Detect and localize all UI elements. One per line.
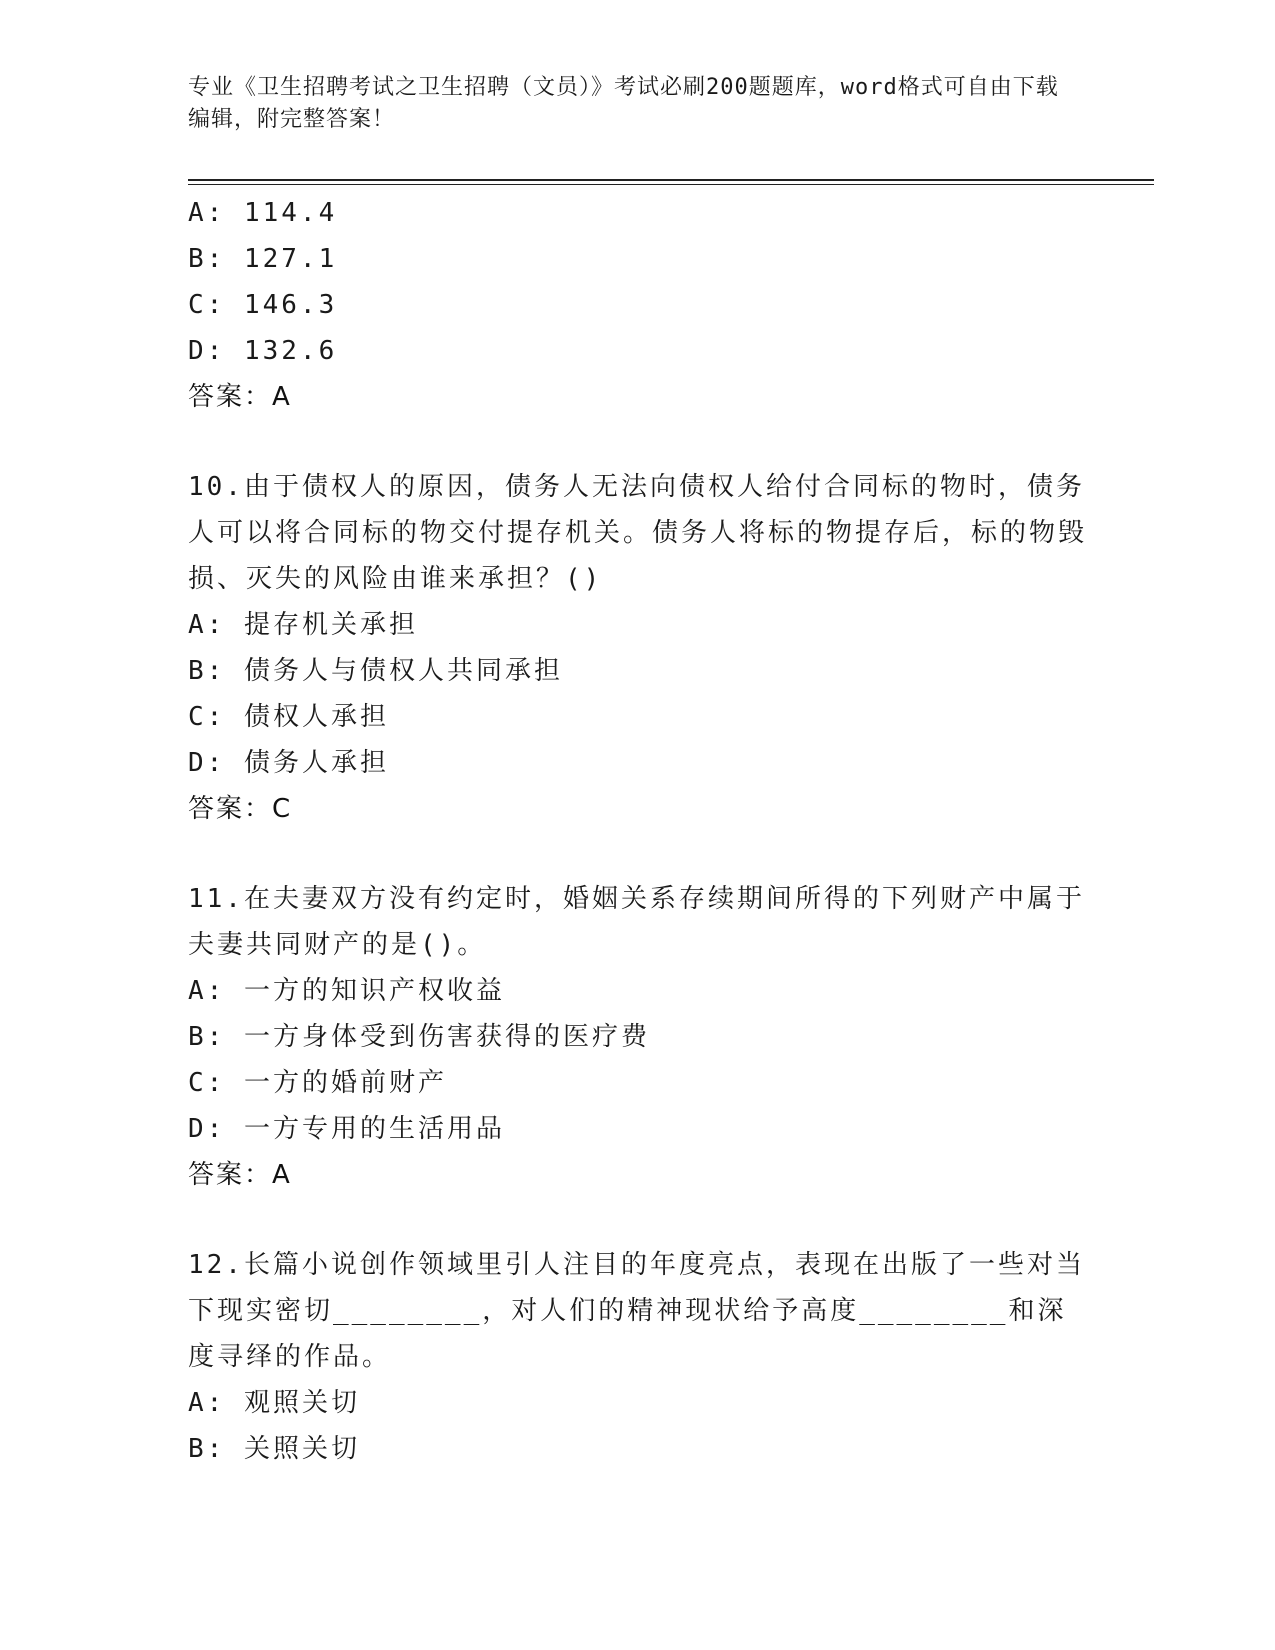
document-body	[188, 190, 1088, 1472]
spacer	[188, 420, 1088, 464]
header-divider	[188, 179, 1154, 181]
option-b: B: 关照关切	[188, 1434, 360, 1464]
spacer	[188, 1198, 1088, 1242]
answer-text: 答案：C	[188, 794, 293, 824]
answer-text: 答案：A	[188, 1160, 292, 1190]
question-11	[188, 876, 1088, 1198]
option-d: D: 132.6	[188, 336, 338, 366]
header-divider-thin	[188, 184, 1154, 185]
option-d: D: 一方专用的生活用品	[188, 1114, 505, 1144]
question-text: 11.在夫妻双方没有约定时，婚姻关系存续期间所得的下列财产中属于夫妻共同财产的是()。	[188, 884, 1085, 960]
question-9	[188, 190, 1088, 420]
option-c: C: 146.3	[188, 290, 338, 320]
question-text: 10.由于债权人的原因，债务人无法向债权人给付合同标的物时，债务人可以将合同标的物交付提存机关。债务人将标的物提存后，标的物毁损、灭失的风险由谁来承担？()	[188, 472, 1088, 594]
option-a: A: 观照关切	[188, 1388, 360, 1418]
answer-text: 答案：A	[188, 382, 292, 412]
option-c: C: 一方的婚前财产	[188, 1068, 447, 1098]
option-a: A: 提存机关承担	[188, 610, 418, 640]
option-b: B: 127.1	[188, 244, 338, 274]
document-header: 专业《卫生招聘考试之卫生招聘（文员）》考试必刷200题题库，word格式可自由下载编辑，附完整答案！	[188, 75, 1059, 132]
question-10	[188, 464, 1088, 832]
option-d: D: 债务人承担	[188, 748, 389, 778]
option-a: A: 114.4	[188, 198, 338, 228]
question-text: 12.长篇小说创作领域里引人注目的年度亮点，表现在出版了一些对当下现实密切________，对人们的精神现状给予高度________和深度寻绎的作品。	[188, 1250, 1085, 1372]
option-b: B: 债务人与债权人共同承担	[188, 656, 563, 686]
option-a: A: 一方的知识产权收益	[188, 976, 505, 1006]
spacer	[188, 832, 1088, 876]
option-c: C: 债权人承担	[188, 702, 389, 732]
question-12	[188, 1242, 1088, 1472]
option-b: B: 一方身体受到伤害获得的医疗费	[188, 1022, 650, 1052]
